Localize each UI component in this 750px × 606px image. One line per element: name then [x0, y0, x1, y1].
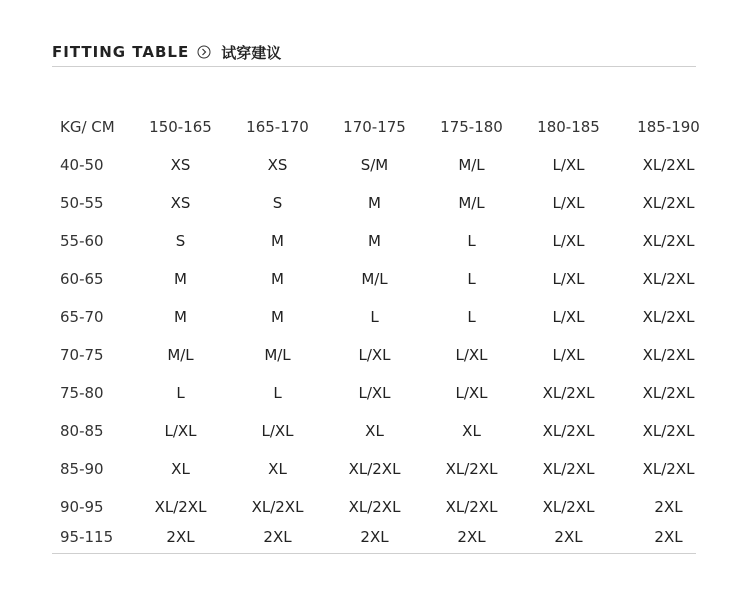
table-cell: 2XL	[457, 528, 486, 546]
table-cell: M	[271, 270, 284, 288]
column-header: 165-170	[246, 118, 309, 136]
table-cell: M	[368, 232, 381, 250]
table-row	[40, 146, 720, 184]
table-cell: 2XL	[654, 528, 683, 546]
table-cell: L	[273, 384, 282, 402]
table-cell: XL/2XL	[542, 422, 595, 440]
table-cell: L/XL	[358, 384, 391, 402]
table-cell: M	[271, 308, 284, 326]
table-cell: M	[271, 232, 284, 250]
table-cell: XS	[170, 156, 191, 174]
table-cell: S/M	[360, 156, 389, 174]
table-row	[40, 450, 720, 488]
table-cell: M/L	[167, 346, 194, 364]
table-row	[40, 488, 720, 526]
table-cell: L/XL	[552, 232, 585, 250]
table-header-row	[40, 108, 720, 146]
row-header: 50-55	[60, 194, 104, 212]
row-header: 90-95	[60, 498, 104, 516]
table-cell: S	[272, 194, 283, 212]
table-cell: 2XL	[166, 528, 195, 546]
table-cell: XL/2XL	[251, 498, 304, 516]
table-cell: L/XL	[261, 422, 294, 440]
table-cell: XL/2XL	[542, 460, 595, 478]
column-header: 175-180	[440, 118, 503, 136]
column-header: 150-165	[149, 118, 212, 136]
table-cell: M/L	[458, 194, 485, 212]
table-cell: L/XL	[552, 308, 585, 326]
table-cell: L/XL	[552, 270, 585, 288]
table-cell: XL/2XL	[642, 460, 695, 478]
table-cell: L/XL	[164, 422, 197, 440]
table-cell: S	[175, 232, 186, 250]
table-cell: XS	[267, 156, 288, 174]
row-header: 95-115	[60, 528, 114, 546]
table-cell: XL/2XL	[445, 498, 498, 516]
table-row	[40, 526, 720, 556]
table-cell: 2XL	[554, 528, 583, 546]
chevron-circle-right-icon	[197, 45, 211, 59]
table-cell: L	[176, 384, 185, 402]
table-cell: XL/2XL	[154, 498, 207, 516]
table-cell: M/L	[361, 270, 388, 288]
row-header: 60-65	[60, 270, 104, 288]
table-cell: XS	[170, 194, 191, 212]
row-header: 85-90	[60, 460, 104, 478]
page-title: FITTING TABLE	[52, 43, 190, 61]
table-cell: M/L	[458, 156, 485, 174]
column-header: 185-190	[637, 118, 700, 136]
table-cell: XL/2XL	[348, 498, 401, 516]
table-cell: XL	[171, 460, 190, 478]
table-cell: M	[174, 308, 187, 326]
row-header: 80-85	[60, 422, 104, 440]
table-cell: XL/2XL	[642, 232, 695, 250]
corner-header: KG/ CM	[60, 118, 115, 136]
table-cell: M	[368, 194, 381, 212]
table-cell: L/XL	[455, 384, 488, 402]
header-divider	[52, 66, 696, 67]
table-row	[40, 260, 720, 298]
table-cell: 2XL	[654, 498, 683, 516]
table-cell: XL/2XL	[642, 384, 695, 402]
table-cell: M/L	[264, 346, 291, 364]
table-cell: XL	[462, 422, 481, 440]
table-cell: L	[467, 232, 476, 250]
table-row	[40, 298, 720, 336]
table-cell: XL/2XL	[445, 460, 498, 478]
table-cell: L/XL	[552, 156, 585, 174]
table-cell: XL	[365, 422, 384, 440]
row-header: 65-70	[60, 308, 104, 326]
row-header: 70-75	[60, 346, 104, 364]
table-cell: L/XL	[552, 194, 585, 212]
row-header: 40-50	[60, 156, 104, 174]
table-cell: XL/2XL	[642, 308, 695, 326]
table-cell: XL	[268, 460, 287, 478]
table-cell: L/XL	[552, 346, 585, 364]
table-row	[40, 222, 720, 260]
table-cell: XL/2XL	[348, 460, 401, 478]
table-cell: L	[467, 308, 476, 326]
row-header: 55-60	[60, 232, 104, 250]
table-cell: L/XL	[455, 346, 488, 364]
table-cell: 2XL	[360, 528, 389, 546]
table-cell: XL/2XL	[642, 156, 695, 174]
table-cell: M	[174, 270, 187, 288]
column-header: 170-175	[343, 118, 406, 136]
table-row	[40, 336, 720, 374]
table-cell: XL/2XL	[542, 498, 595, 516]
table-cell: 2XL	[263, 528, 292, 546]
table-row	[40, 374, 720, 412]
footer-divider	[52, 553, 696, 554]
row-header: 75-80	[60, 384, 104, 402]
table-cell: XL/2XL	[642, 270, 695, 288]
table-cell: L/XL	[358, 346, 391, 364]
table-cell: XL/2XL	[542, 384, 595, 402]
page-header	[52, 40, 281, 64]
table-cell: L	[370, 308, 379, 326]
column-header: 180-185	[537, 118, 600, 136]
table-cell: XL/2XL	[642, 346, 695, 364]
table-row	[40, 184, 720, 222]
page-subtitle: 试穿建议	[221, 43, 282, 62]
table-cell: XL/2XL	[642, 194, 695, 212]
table-cell: XL/2XL	[642, 422, 695, 440]
size-chart-table	[40, 108, 720, 556]
table-row	[40, 412, 720, 450]
table-cell: L	[467, 270, 476, 288]
